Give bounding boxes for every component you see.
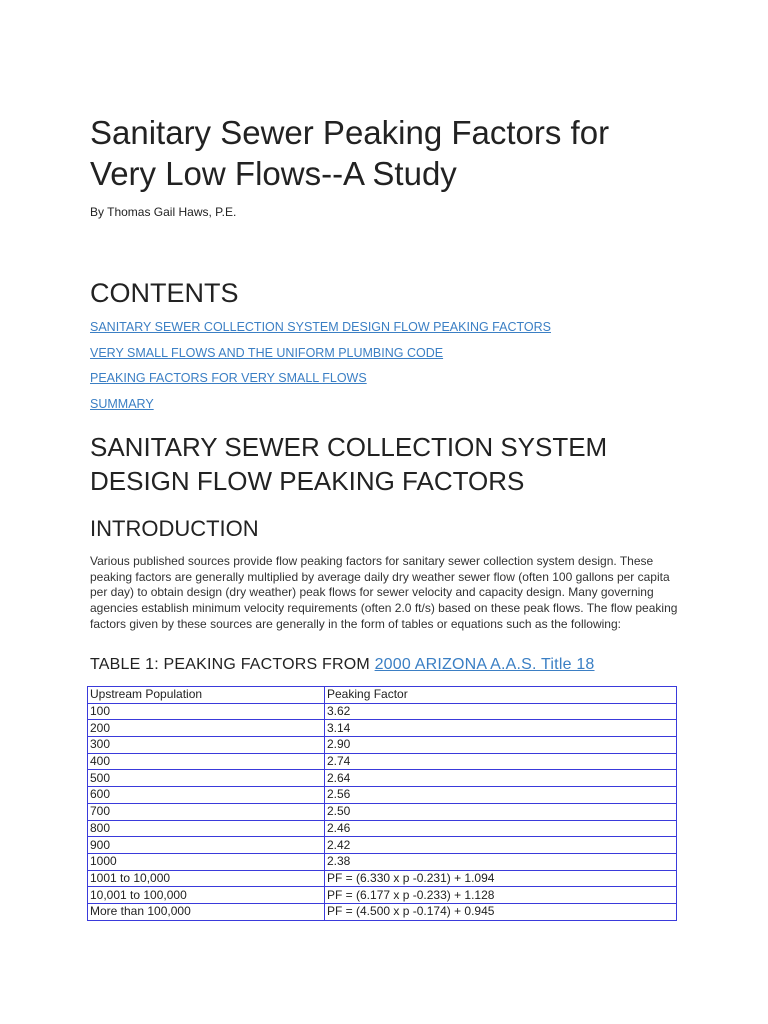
table-row	[88, 803, 677, 820]
population-cell: 800	[88, 820, 325, 837]
table-row	[88, 787, 677, 804]
table-row	[88, 703, 677, 720]
introduction-heading: INTRODUCTION	[90, 516, 259, 541]
peaking-factor-cell: PF = (6.177 x p -0.233) + 1.128	[325, 887, 677, 904]
peaking-factor-cell: 2.38	[325, 853, 677, 870]
peaking-factor-cell: 2.64	[325, 770, 677, 787]
population-cell: 1001 to 10,000	[88, 870, 325, 887]
peaking-factor-cell: 2.56	[325, 787, 677, 804]
peaking-factor-table	[87, 686, 677, 921]
table-header-row	[88, 687, 677, 704]
peaking-factor-cell: 2.50	[325, 803, 677, 820]
population-cell: 400	[88, 753, 325, 770]
peaking-factor-cell: 3.14	[325, 720, 677, 737]
table-row	[88, 903, 677, 920]
arizona-aas-link[interactable]: 2000 ARIZONA A.A.S. Title 18	[374, 656, 595, 673]
table-row	[88, 853, 677, 870]
table-row	[88, 837, 677, 854]
population-cell: 10,001 to 100,000	[88, 887, 325, 904]
table-row	[88, 720, 677, 737]
byline: By Thomas Gail Haws, P.E.	[90, 205, 237, 219]
population-cell: 500	[88, 770, 325, 787]
table-row	[88, 887, 677, 904]
population-cell: 1000	[88, 853, 325, 870]
contents-heading: CONTENTS	[90, 278, 239, 308]
toc-item	[90, 369, 551, 395]
table-row	[88, 737, 677, 754]
peaking-factor-cell: 2.46	[325, 820, 677, 837]
column-header-peaking-factor: Peaking Factor	[325, 687, 677, 704]
table-row	[88, 770, 677, 787]
section-heading: SANITARY SEWER COLLECTION SYSTEM DESIGN FLOW PEAKING FACTORS	[90, 432, 608, 496]
table-caption	[90, 656, 595, 674]
peaking-factor-cell: PF = (4.500 x p -0.174) + 0.945	[325, 903, 677, 920]
population-cell: 300	[88, 737, 325, 754]
population-cell: 900	[88, 837, 325, 854]
table-caption-prefix: TABLE 1: PEAKING FACTORS FROM	[90, 656, 375, 673]
toc-link-uniform-plumbing-code[interactable]: VERY SMALL FLOWS AND THE UNIFORM PLUMBING CODE	[90, 345, 444, 360]
table-of-contents	[90, 318, 551, 420]
peaking-factor-cell: 3.62	[325, 703, 677, 720]
introduction-paragraph: Various published sources provide flow peaking factors for sanitary sewer collection system design. These peaking factors are generally multiplied by average daily dry weather sewer flow (often 100 gallons per capita per day) to obtain design (dry weather) peak flows for sewer velocity and capacity design. Many governing agencies establish minimum velocity requirements (often 2.0 ft/s) based on these peak flows. The flow peaking factors given by these sources are generally in the form of tables or equations such as the following:	[90, 554, 678, 631]
peaking-factor-cell: 2.90	[325, 737, 677, 754]
page-title: Sanitary Sewer Peaking Factors for Very Low Flows--A Study	[90, 114, 610, 192]
toc-link-summary[interactable]: SUMMARY	[90, 396, 154, 411]
table-row	[88, 753, 677, 770]
peaking-factor-cell: 2.74	[325, 753, 677, 770]
population-cell: More than 100,000	[88, 903, 325, 920]
population-cell: 100	[88, 703, 325, 720]
peaking-factor-cell: 2.42	[325, 837, 677, 854]
population-cell: 200	[88, 720, 325, 737]
table-row	[88, 870, 677, 887]
toc-item	[90, 344, 551, 370]
column-header-population: Upstream Population	[88, 687, 325, 704]
toc-item	[90, 395, 551, 421]
population-cell: 600	[88, 787, 325, 804]
table-row	[88, 820, 677, 837]
toc-link-collection-system[interactable]: SANITARY SEWER COLLECTION SYSTEM DESIGN FLOW PEAKING FACTORS	[90, 320, 551, 334]
peaking-factor-cell: PF = (6.330 x p -0.231) + 1.094	[325, 870, 677, 887]
toc-item	[90, 318, 551, 344]
population-cell: 700	[88, 803, 325, 820]
toc-link-very-small-flows[interactable]: PEAKING FACTORS FOR VERY SMALL FLOWS	[90, 371, 367, 385]
